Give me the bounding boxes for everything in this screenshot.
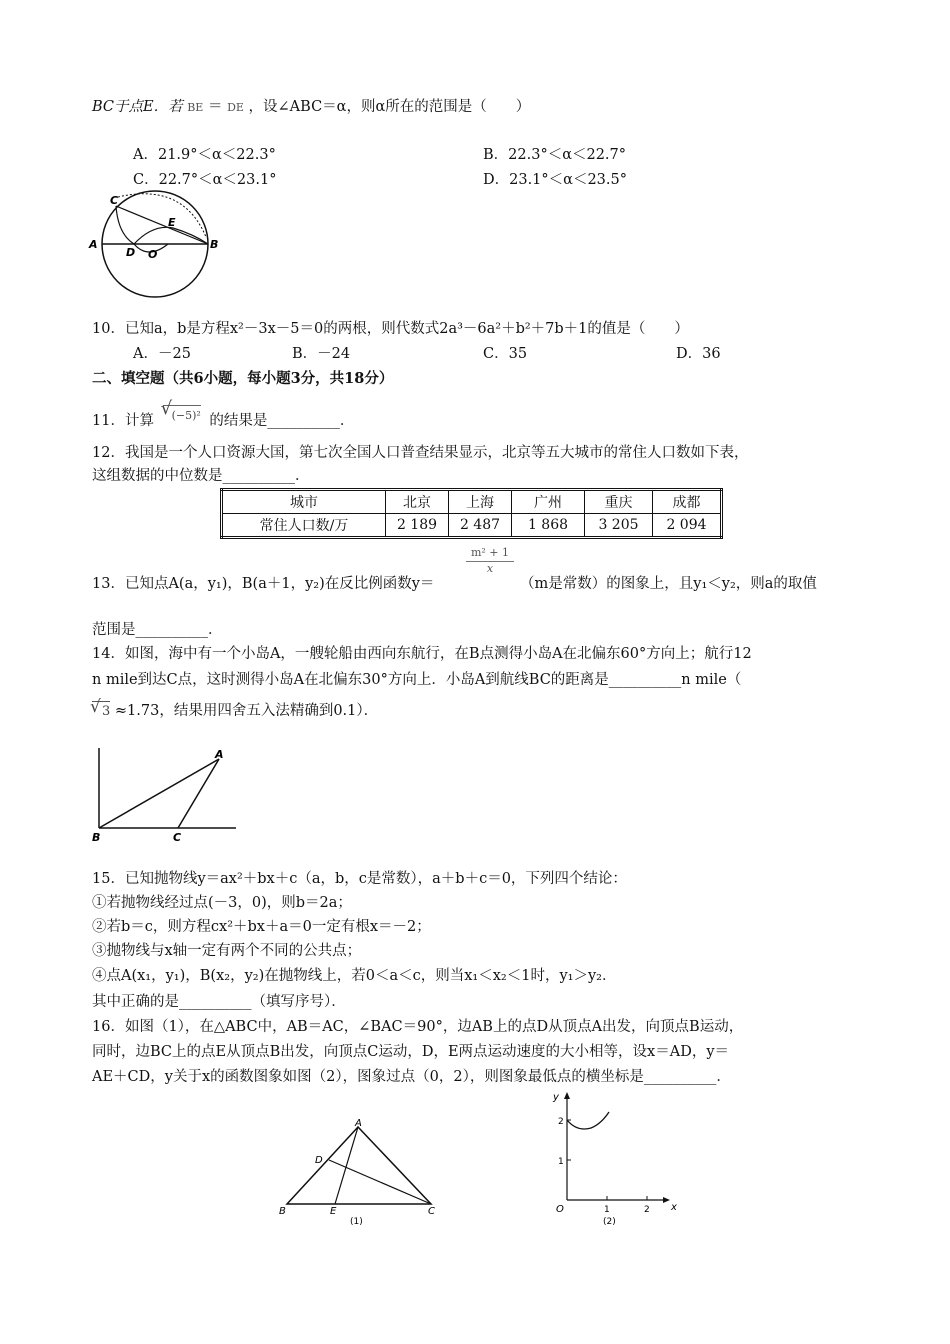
q10-option-b[interactable]: B．－24 bbox=[292, 346, 351, 362]
q9-arc-be: BE bbox=[187, 101, 204, 114]
q11-pre: 11．计算 bbox=[92, 413, 154, 429]
q16-label-e: E bbox=[330, 1206, 337, 1217]
q9-option-d[interactable]: D．23.1°＜α＜23.5° bbox=[483, 172, 627, 188]
q14-label-b: B bbox=[92, 831, 101, 844]
q16-triangle-abc bbox=[287, 1127, 431, 1204]
q9-label-c: C bbox=[110, 194, 119, 207]
q15-conclusion-4: ④点A(x₁，y₁)，B(x₂，y₂)在抛物线上，若0＜a＜c，则当x₁＜x₂＜1时，y₁＞y₂． bbox=[92, 968, 617, 984]
table-cell: 2 487 bbox=[449, 514, 512, 538]
q16-y-axis-arrow bbox=[564, 1092, 570, 1099]
q11-radicand: (−5)² bbox=[171, 409, 201, 422]
q14-figure bbox=[88, 745, 243, 845]
table-header-cell: 城市 bbox=[222, 490, 386, 514]
section-2-title: 二、填空题（共6小题，每小题3分，共18分） bbox=[92, 370, 394, 387]
q9-option-c[interactable]: C．22.7°＜α＜23.1° bbox=[133, 172, 277, 188]
q16-figure-1 bbox=[275, 1118, 445, 1228]
q11-stem bbox=[92, 398, 355, 431]
q9-arc-de-curve bbox=[134, 227, 208, 244]
q15-conclusion-3: ③抛物线与x轴一定有两个不同的公共点； bbox=[92, 943, 362, 959]
q9-label-b: B bbox=[210, 238, 219, 251]
q16-fig1-caption: (1) bbox=[350, 1217, 363, 1227]
q9-option-a[interactable]: A．21.9°＜α＜22.3° bbox=[133, 147, 276, 163]
q9-label-a: A bbox=[89, 238, 98, 251]
q9-eq: ＝ bbox=[207, 99, 223, 115]
q12-line2: 这组数据的中位数是__________． bbox=[92, 468, 310, 484]
table-header-cell: 上海 bbox=[449, 490, 512, 514]
q15-conclusion-2: ②若b＝c，则方程cx²＋bx＋a＝0一定有根x＝－2； bbox=[92, 919, 431, 935]
q15-answer-line: 其中正确的是__________（填写序号）． bbox=[92, 994, 346, 1010]
table-cell: 3 205 bbox=[585, 514, 653, 538]
q14-label-a: A bbox=[215, 748, 224, 761]
table-header-cell: 成都 bbox=[653, 490, 722, 514]
q16-curve bbox=[567, 1112, 609, 1129]
table-header-cell: 北京 bbox=[386, 490, 449, 514]
q12-line1: 12．我国是一个人口资源大国，第七次全国人口普查结果显示，北京等五大城市的常住人口数如下表， bbox=[92, 445, 749, 461]
q16-line-cd bbox=[329, 1160, 431, 1204]
q16-label-x: x bbox=[671, 1202, 677, 1213]
q14-sqrt bbox=[90, 697, 111, 722]
q16-label-origin: O bbox=[556, 1204, 564, 1215]
q16-tick-label-x1: 1 bbox=[604, 1205, 610, 1215]
q16-tick-label-y2: 2 bbox=[558, 1117, 564, 1127]
table-header-cell: 重庆 bbox=[585, 490, 653, 514]
table-cell: 常住人口数/万 bbox=[222, 514, 386, 538]
q13-fraction bbox=[466, 546, 514, 575]
q16-label-b: B bbox=[279, 1206, 286, 1217]
q16-x-axis-arrow bbox=[663, 1197, 670, 1203]
q13-frac-num: m² + 1 bbox=[466, 546, 514, 562]
table-header-cell: 广州 bbox=[512, 490, 585, 514]
q16-line3: AE＋CD，y关于x的函数图象如图（2），图象过点（0，2），则图象最低点的横坐标是__________． bbox=[92, 1069, 731, 1085]
q16-label-c: C bbox=[428, 1206, 435, 1217]
q16-fig2-caption: (2) bbox=[603, 1217, 616, 1227]
q9-label-d: D bbox=[126, 246, 136, 259]
q16-line1: 16．如图（1），在△ABC中，AB＝AC，∠BAC＝90°，边AB上的点D从顶点A出发，向顶点B运动， bbox=[92, 1019, 744, 1035]
q9-label-o: O bbox=[148, 248, 158, 261]
q16-label-d: D bbox=[315, 1155, 323, 1166]
q14-line-ca bbox=[178, 759, 219, 828]
table-cell: 2 094 bbox=[653, 514, 722, 538]
q13-line2: 范围是__________． bbox=[92, 622, 223, 638]
table-header-row bbox=[222, 490, 722, 514]
q15-stem: 15．已知抛物线y＝ax²＋bx＋c（a，b，c是常数），a＋b＋c＝0，下列四个结论： bbox=[92, 871, 627, 887]
q16-line2: 同时，边BC上的点E从顶点B出发，向顶点C运动，D，E两点运动速度的大小相等，设x＝AD，y＝ bbox=[92, 1044, 730, 1060]
q14-radicand: 3 bbox=[102, 704, 111, 719]
q9-stem bbox=[92, 97, 530, 118]
q9-stem-a: BC于点E．若 bbox=[92, 99, 183, 115]
q9-dashed-arc bbox=[118, 194, 206, 237]
q9-figure bbox=[88, 192, 223, 302]
q10-option-c[interactable]: C．35 bbox=[483, 346, 528, 362]
q15-conclusion-1: ①若抛物线经过点(－3，0)，则b＝2a； bbox=[92, 895, 352, 911]
q16-tick-label-x2: 2 bbox=[644, 1205, 650, 1215]
table-cell: 1 868 bbox=[512, 514, 585, 538]
q14-line-ba bbox=[99, 759, 219, 828]
q16-figure-2 bbox=[555, 1090, 685, 1230]
q13-line1b: （m是常数）的图象上，且y₁＜y₂，则a的取值 bbox=[520, 576, 817, 592]
q12-population-table bbox=[220, 488, 723, 539]
q14-line2: n mile到达C点，这时测得小岛A在北偏东30°方向上．小岛A到航线BC的距离是__________n mile（ bbox=[92, 672, 742, 688]
q11-sqrt-sign: √ bbox=[160, 398, 173, 419]
q11-post: 的结果是__________． bbox=[209, 413, 355, 429]
q13-line1a: 13．已知点A(a，y₁)，B(a＋1，y₂)在反比例函数y＝ bbox=[92, 576, 435, 592]
q16-tick-label-y1: 1 bbox=[558, 1157, 564, 1167]
q10-option-d[interactable]: D．36 bbox=[676, 346, 721, 362]
q9-option-b[interactable]: B．22.3°＜α＜22.7° bbox=[483, 147, 627, 163]
q14-sqrt-sign: √ bbox=[90, 697, 101, 717]
q9-chord-cb bbox=[116, 206, 208, 244]
q14-line3 bbox=[90, 697, 379, 722]
table-cell: 2 189 bbox=[386, 514, 449, 538]
q14-line3-text: ≈1.73，结果用四舍五入法精确到0.1）． bbox=[114, 703, 379, 719]
q13-frac-den: x bbox=[486, 562, 494, 575]
table-row bbox=[222, 514, 722, 538]
q14-line1: 14．如图，海中有一个小岛A，一艘轮船由西向东航行，在B点测得小岛A在北偏东60°方向上；航行12 bbox=[92, 646, 752, 662]
q16-label-y: y bbox=[553, 1092, 559, 1103]
q11-sqrt bbox=[160, 398, 201, 426]
q10-stem: 10．已知a，b是方程x²－3x－5＝0的两根，则代数式2a³－6a²＋b²＋7b＋1的值是（ ） bbox=[92, 321, 689, 337]
q16-label-a: A bbox=[355, 1118, 362, 1129]
q9-label-e: E bbox=[168, 216, 176, 229]
q14-label-c: C bbox=[173, 831, 182, 844]
q9-stem-b: ，设∠ABC＝α，则α所在的范围是（ ） bbox=[248, 99, 531, 115]
q9-arc-de: DE bbox=[227, 101, 244, 114]
q10-option-a[interactable]: A．－25 bbox=[133, 346, 191, 362]
